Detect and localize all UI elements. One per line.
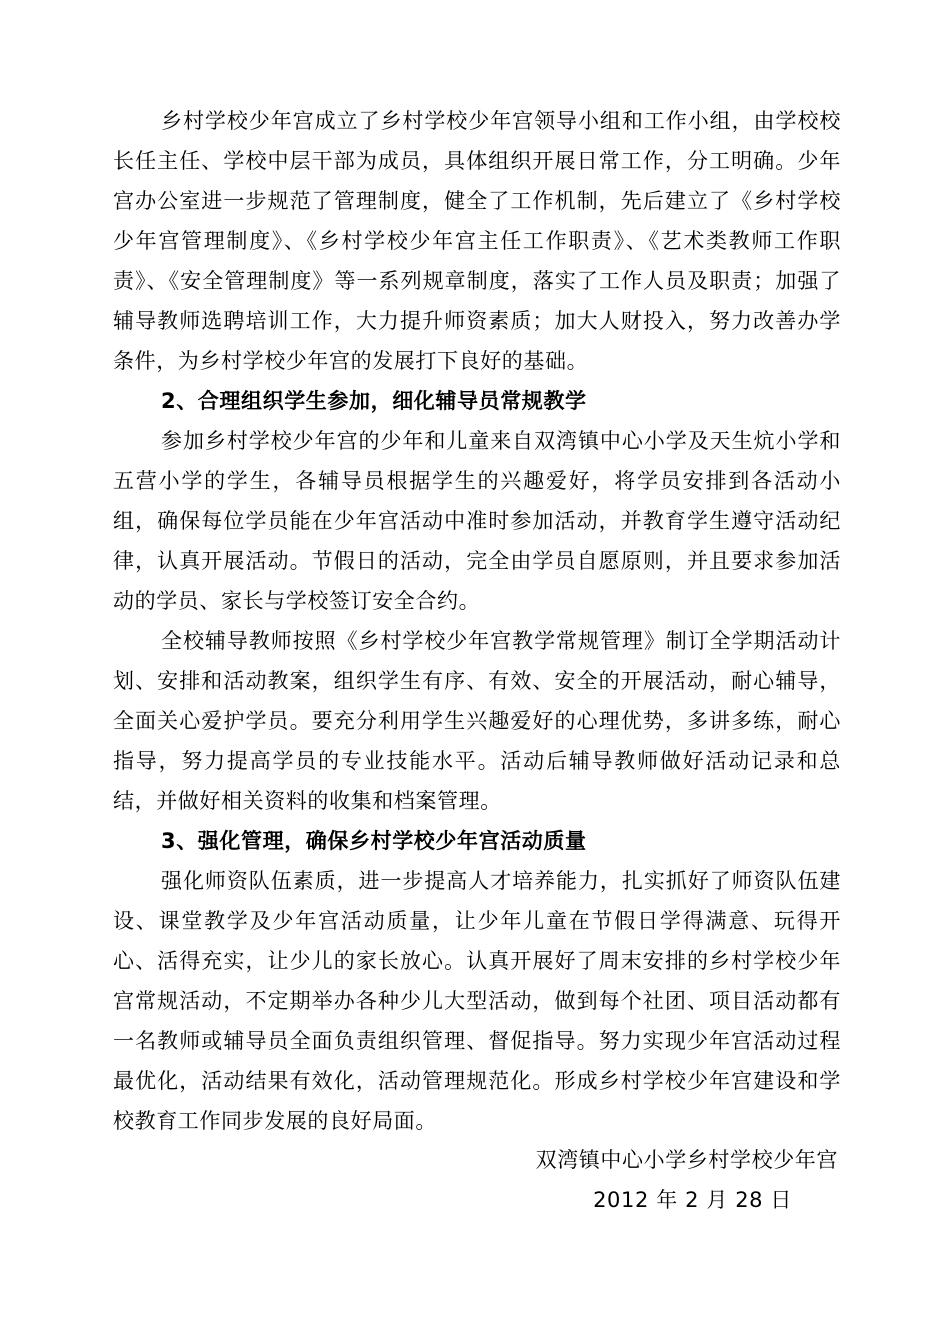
signature-date: 2012 年 2 月 28 日 — [593, 1188, 792, 1212]
document-body — [113, 101, 841, 1141]
section-heading-2: 2、合理组织学生参加，细化辅导员常规教学 — [161, 389, 587, 413]
paragraph-student-participation: 参加乡村学校少年宫的少年和儿童来自双湾镇中心小学及天生炕小学和五营小学的学生，各辅导员根据学生的兴趣爱好，将学员安排到各活动小组，确保每位学员能在少年宫活动中准时参加活动，并教育学生遵守活动纪律，认真开展活动。节假日的活动，完全由学员自愿原则，并且要求参加活动的学员、家长与学校签订安全合约。 — [113, 429, 841, 613]
signature-organization: 双湾镇中心小学乡村学校少年宫 — [535, 1148, 838, 1172]
paragraph-management-system: 乡村学校少年宫成立了乡村学校少年宫领导小组和工作小组，由学校校长任主任、学校中层干部为成员，具体组织开展日常工作，分工明确。少年宫办公室进一步规范了管理制度，健全了工作机制，先后建立了《乡村学校少年宫管理制度》、《乡村学校少年宫主任工作职责》、《艺术类教师工作职责》、《安全管理制度》等一系列规章制度，落实了工作人员及职责；加强了辅导教师选聘培训工作，大力提升师资素质；加大人财投入，努力改善办学条件，为乡村学校少年宫的发展打下良好的基础。 — [113, 109, 841, 373]
section-heading-3: 3、强化管理，确保乡村学校少年宫活动质量 — [161, 829, 587, 853]
paragraph-quality-management: 强化师资队伍素质，进一步提高人才培养能力，扎实抓好了师资队伍建设、课堂教学及少年宫活动质量，让少年儿童在节假日学得满意、玩得开心、活得充实，让少儿的家长放心。认真开展好了周末安排的乡村学校少年宫常规活动，不定期举办各种少儿大型活动，做到每个社团、项目活动都有一名教师或辅导员全面负责组织管理、督促指导。努力实现少年宫活动过程最优化，活动结果有效化，活动管理规范化。形成乡村学校少年宫建设和学校教育工作同步发展的良好局面。 — [113, 869, 841, 1133]
paragraph-teacher-planning: 全校辅导教师按照《乡村学校少年宫教学常规管理》制订全学期活动计划、安排和活动教案，组织学生有序、有效、安全的开展活动，耐心辅导，全面关心爱护学员。要充分利用学生兴趣爱好的心理优势，多讲多练，耐心指导，努力提高学员的专业技能水平。活动后辅导教师做好活动记录和总结，并做好相关资料的收集和档案管理。 — [113, 629, 841, 813]
